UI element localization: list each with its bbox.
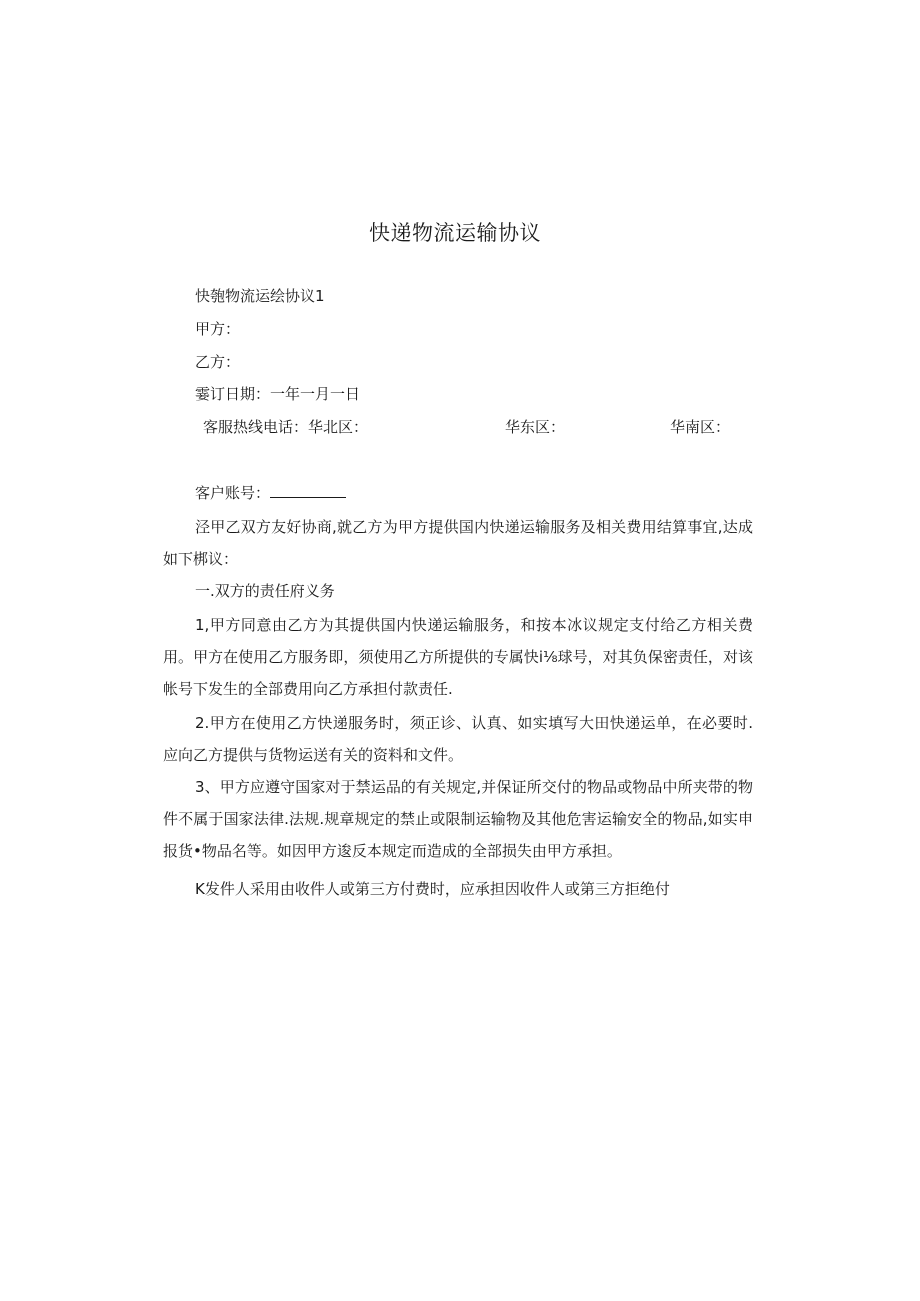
clause-1: 1,甲方同意由乙方为其提供国内快递运输服务，和按本冰议规定支付给乙方相关费用。甲方在使用乙方服务即，须使用乙方所提供的专属快i⅛球号，对其负保密责任，对该帐号下发生的全部费用向乙方承担付款责任. [163,616,753,698]
intro-paragraph: 泾甲乙双方友好协商,就乙方为甲方提供国内快递运输服务及相关费用结算事宜,达成如下梆议： [163,518,753,568]
document-title: 快递物流运输协议 [369,221,541,245]
hotline-south-label: 华南区： [670,418,731,436]
clause-4: K发件人采用由收件人或第三方付费时，应承担因收件人或第三方拒绝付 [195,880,670,898]
party-a-label: 甲方： [195,320,241,338]
account-line [195,483,346,503]
clause-2: 2.甲方在使用乙方快递服务时，须正诊、认真、如实填写大田快递运单，在必要时.应向乙方提供与货物运送有关的资料和文件。 [163,714,753,764]
account-label: 客户账号： [195,484,271,502]
party-b-label: 乙方： [195,353,241,371]
hotline-east-label: 华东区： [505,418,566,436]
document-subtitle: 快匏物流运绘协议1 [195,287,325,305]
account-blank [270,483,346,498]
hotline-north-label: 客服热线电话：华北区： [203,418,369,436]
section-heading: 一.双方的责任府义务 [195,582,335,600]
sign-date: 霎订日期：一年一月一日 [195,385,361,403]
clause-3: 3、甲方应遵守国家对于禁运品的有关规定,并保证所交付的物品或物品中所夹带的物件不属于国家法律.法规.规章规定的禁止或限制运输物及其他危害运输安全的物品,如实申报货•物品名等。如因甲方逡反本规定而造成的全部损失由甲方承担。 [163,778,753,860]
